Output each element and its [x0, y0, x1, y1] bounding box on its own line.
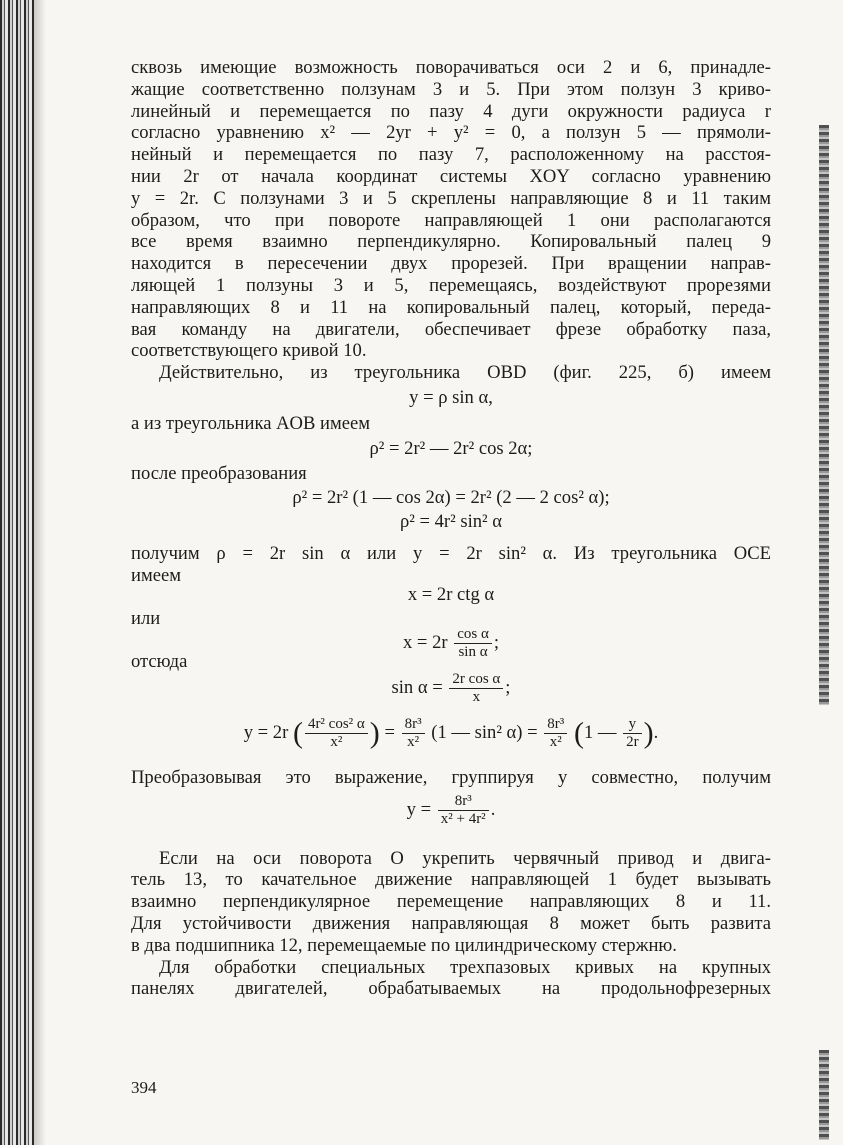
- formula-part: 1 —: [583, 721, 617, 743]
- formula-sin-fraction: [131, 671, 771, 706]
- fraction-denominator: x²: [549, 733, 562, 750]
- formula-y-rho: y = ρ sin α,: [409, 386, 493, 408]
- fraction-numerator: 8r³: [544, 716, 567, 734]
- fraction: [449, 671, 503, 706]
- fraction-numerator: cos α: [454, 626, 492, 644]
- text-line: соответствующего кривой 10.: [131, 340, 367, 362]
- book-binding-shadow: [0, 0, 34, 1145]
- fraction: [623, 716, 642, 751]
- text-line: жащие соответственно ползунам 3 и 5. При этом ползун 3 криво-: [131, 78, 771, 100]
- fraction-numerator: y: [623, 716, 642, 734]
- fraction-denominator: x: [472, 688, 481, 705]
- page-text: [131, 57, 771, 1000]
- paren-open: (: [292, 716, 303, 750]
- formula-part: y = 2r: [243, 721, 289, 743]
- text-line: образом, что при повороте направляющей 1 они располагаются: [131, 209, 771, 231]
- paren-close: ): [369, 716, 380, 750]
- fraction-numerator: 4r² cos² α: [305, 716, 368, 734]
- paren-open: (: [573, 716, 584, 750]
- text-line: а из треугольника AOB имеем: [131, 412, 371, 434]
- fraction-denominator: sin α: [458, 643, 488, 660]
- formula-part: .: [490, 798, 496, 820]
- text-line: нии 2r от начала координат системы XOY согласно уравнению: [131, 165, 771, 187]
- paren-close: ): [643, 716, 654, 750]
- formula-part: ;: [505, 676, 511, 698]
- fraction: [305, 716, 368, 751]
- fraction-numerator: 2r cos α: [449, 671, 503, 689]
- text-line: Для устойчивости движения направляющая 8 может быть развита: [131, 912, 771, 934]
- text-line: в два подшипника 12, перемещаемые по цилиндрическому стержню.: [131, 934, 677, 956]
- fraction: [544, 716, 567, 751]
- formula-x-ctg: x = 2r ctg α: [407, 584, 495, 606]
- formula-part: .: [653, 721, 659, 743]
- fraction: [438, 793, 489, 828]
- formula-rho-sin: ρ² = 4r² sin² α: [399, 510, 502, 532]
- text-line: находится в пересечении двух прорезей. При вращении направ-: [131, 253, 771, 275]
- text-line: согласно уравнению x² — 2yr + y² = 0, а ползун 5 — прямоли-: [131, 122, 771, 144]
- text-line: взаимно перпендикулярное перемещение направляющих 8 и 11.: [131, 891, 771, 913]
- text-line: Преобразовывая это выражение, группируя y совместно, получим: [131, 766, 771, 788]
- fraction-denominator: x² + 4r²: [440, 810, 486, 827]
- fraction: [454, 626, 492, 661]
- formula-rho-squared: ρ² = 2r² — 2r² cos 2α;: [369, 437, 533, 459]
- page-edge-shadow: [819, 125, 829, 705]
- fraction-denominator: 2r: [626, 733, 639, 750]
- text-line: ляющей 1 ползуны 3 и 5, перемещаясь, воздействуют прорезями: [131, 274, 771, 296]
- page-number: 394: [131, 1078, 157, 1097]
- formula-part: x = 2r: [402, 631, 448, 653]
- text-line: отсюда: [131, 650, 188, 672]
- formula-part: y =: [406, 798, 432, 820]
- text-line: y = 2r. С ползунами 3 и 5 скреплены направляющие 8 и 11 таким: [131, 187, 771, 209]
- formula-part: =: [384, 721, 395, 743]
- formula-part: sin α =: [391, 676, 443, 698]
- fraction-denominator: x²: [330, 733, 343, 750]
- text-line: тель 13, то качательное движение направляющей 1 будет вызывать: [131, 869, 771, 891]
- text-line: линейный и перемещается по пазу 4 дуги окружности радиуса r: [131, 100, 771, 122]
- fraction-numerator: 8r³: [438, 793, 489, 811]
- fraction-numerator: 8r³: [402, 716, 425, 734]
- text-line: после преобразования: [131, 463, 307, 485]
- text-line: направляющих 8 и 11 на копировальный палец, который, переда-: [131, 296, 771, 318]
- formula-final: [131, 793, 771, 828]
- formula-part: ;: [493, 631, 499, 653]
- text-line: все время взаимно перпендикулярно. Копировальный палец 9: [131, 231, 771, 253]
- text-line: Действительно, из треугольника OBD (фиг. 225, б) имеем: [159, 362, 771, 384]
- formula-y-expansion: [131, 716, 771, 751]
- page-edge-shadow: [819, 1050, 829, 1140]
- text-line: Если на оси поворота O укрепить червячный привод и двига-: [159, 847, 771, 869]
- text-line: получим ρ = 2r sin α или y = 2r sin² α. Из треугольника OCE: [131, 542, 771, 564]
- fraction-denominator: x²: [407, 733, 420, 750]
- text-line: сквозь имеющие возможность поворачиваться оси 2 и 6, принадле-: [131, 57, 771, 78]
- text-line: Для обработки специальных трехпазовых кривых на крупных: [159, 956, 771, 978]
- text-line: или: [131, 608, 161, 630]
- text-line: панелях двигателей, обрабатываемых на продольнофрезерных: [131, 978, 771, 1000]
- text-line: имеем: [131, 564, 181, 586]
- fraction: [402, 716, 425, 751]
- text-line: вая команду на двигатели, обеспечивает фрезе обработку паза,: [131, 318, 771, 340]
- formula-part: (1 — sin² α) =: [431, 721, 538, 743]
- text-line: нейный и перемещается по пазу 7, расположенному на расстоя-: [131, 144, 771, 166]
- formula-transform: ρ² = 2r² (1 — cos 2α) = 2r² (2 — 2 cos² α);: [292, 487, 610, 509]
